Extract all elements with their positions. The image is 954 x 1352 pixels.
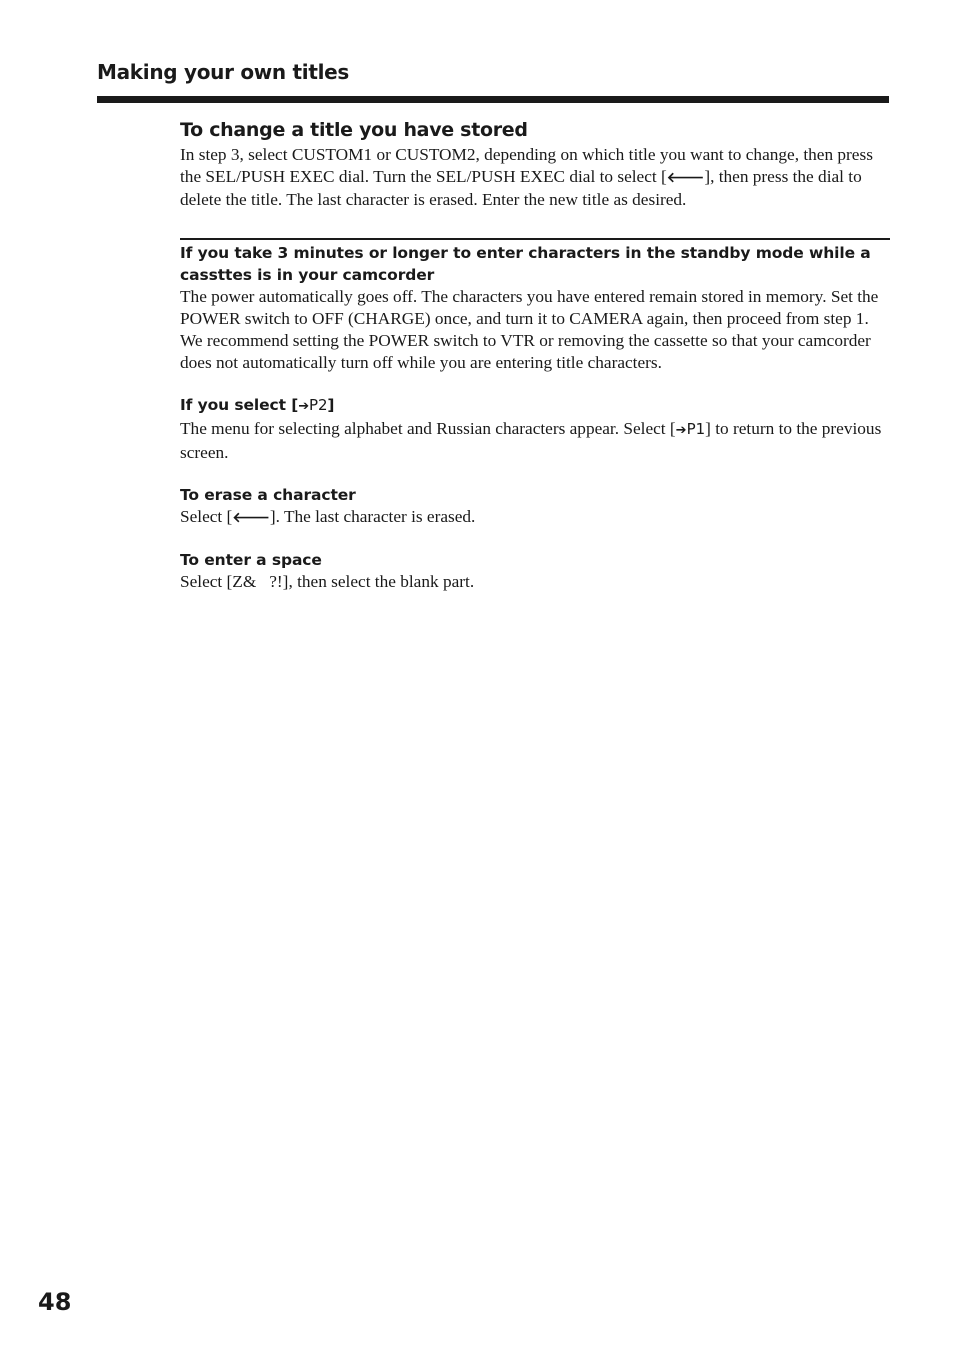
notes-block xyxy=(180,242,890,593)
note-erase xyxy=(180,484,890,529)
section-heading: To change a title you have stored xyxy=(180,119,528,141)
note-body xyxy=(180,506,890,529)
note-heading: If you take 3 minutes or longer to enter characters in the standby mode while a cassttes is in your camcorder xyxy=(180,244,871,284)
note-standby xyxy=(180,242,890,374)
body-text-part: ] to return to the previous screen. xyxy=(180,419,882,462)
page-label: P1 xyxy=(686,420,706,438)
note-heading: To erase a character xyxy=(180,486,356,504)
heading-text-part: If you select [ xyxy=(180,396,299,414)
note-heading xyxy=(180,394,890,418)
page-number: 48 xyxy=(38,1288,72,1316)
main-content xyxy=(180,116,890,593)
notes-divider xyxy=(180,238,890,240)
body-text-part: The menu for selecting alphabet and Russian characters appear. Select [ xyxy=(180,419,676,438)
body-text-part: Select [ xyxy=(180,507,233,526)
body-text-part: ]. The last character is erased. xyxy=(269,507,476,526)
body-text-part: In step 3, select CUSTOM1 or CUSTOM2, depending on which title you want to change, then press the SEL/PUSH EXEC dial. Turn the SEL/PUSH EXEC dial to select [ xyxy=(180,145,873,186)
page-header-title: Making your own titles xyxy=(97,60,350,84)
heading-text-part: ] xyxy=(327,396,335,414)
note-body: The power automatically goes off. The characters you have entered remain stored in memory. Set the POWER switch to OFF (CHARGE) once, and turn it to CAMERA again, then proceed from step 1. xyxy=(180,287,879,328)
page-arrow-icon: ➔ xyxy=(675,423,687,438)
header-divider xyxy=(97,96,889,103)
note-space xyxy=(180,549,890,593)
note-select-p2 xyxy=(180,394,890,464)
note-heading: To enter a space xyxy=(180,551,322,569)
page-arrow-icon: ➔ xyxy=(298,399,310,414)
back-arrow-icon: 🡐 xyxy=(232,510,270,526)
page-label: P2 xyxy=(309,396,328,414)
section-body xyxy=(180,144,890,211)
note-body xyxy=(180,418,890,464)
note-body: We recommend setting the POWER switch to VTR or removing the cassette so that your camcorder does not automatically turn off while you are entering title characters. xyxy=(180,331,871,372)
body-text-part: ], then press the dial to delete the title. The last character is erased. Enter the new title as desired. xyxy=(180,167,862,209)
section-change-title xyxy=(180,116,890,211)
note-body: Select [Z& ?!], then select the blank part. xyxy=(180,572,475,591)
back-arrow-icon: 🡐 xyxy=(666,170,705,186)
